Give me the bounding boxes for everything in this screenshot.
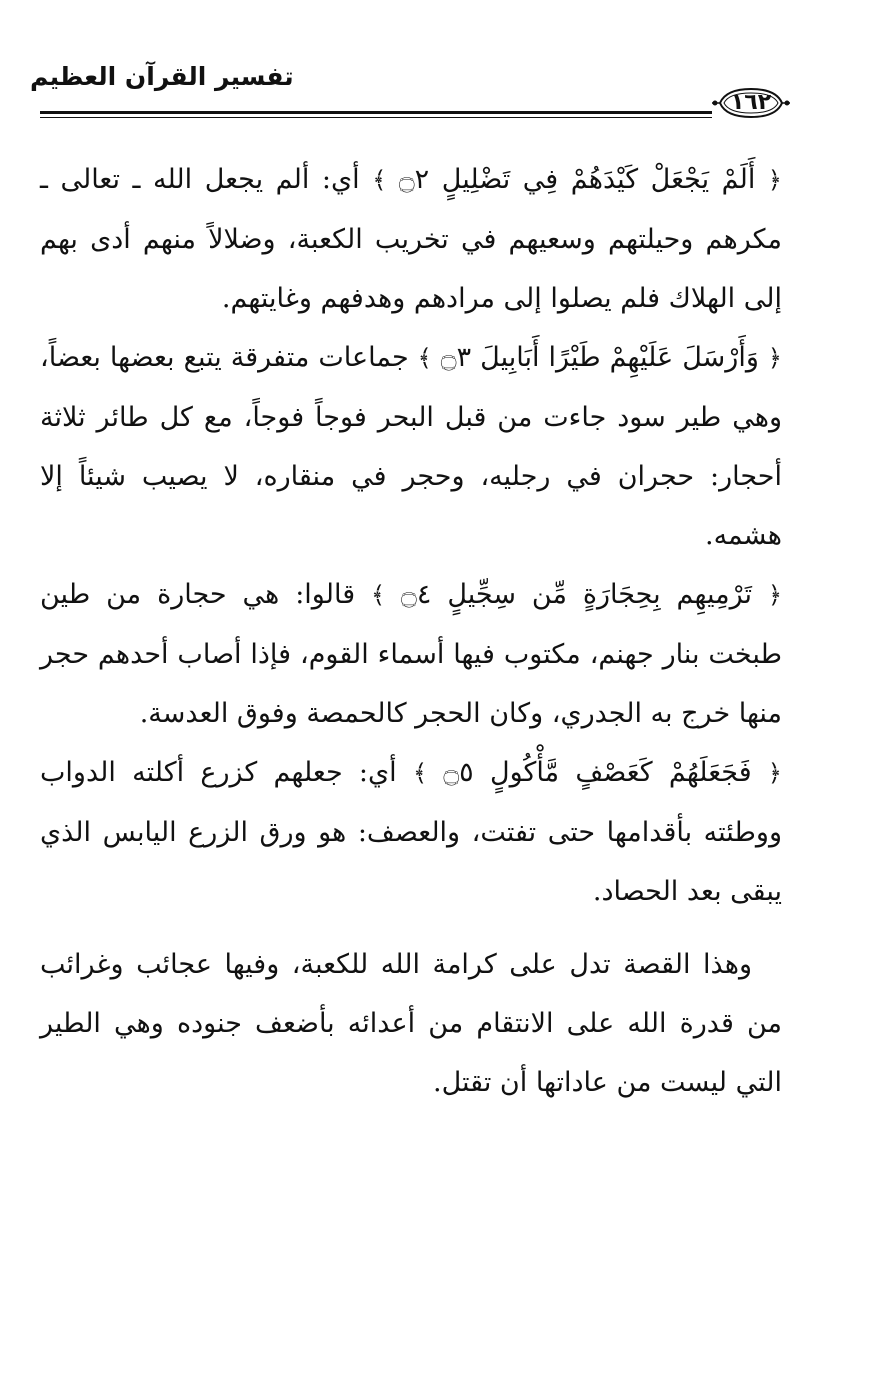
quran-close-bracket: ﴾	[417, 344, 432, 372]
closing-paragraph: وهذا القصة تدل على كرامة الله للكعبة، وفيها عجائب وغرائب من قدرة الله على الانتقام من أعدائه بأضعف جنوده وهي الطير التي ليست من عاداتها أن تقتل.	[40, 949, 782, 1098]
page-number-ornament	[712, 86, 790, 120]
tafsir-paragraph-1	[40, 150, 782, 328]
verse-number: ٤	[416, 579, 432, 610]
quran-open-bracket: ﴿	[767, 344, 782, 372]
quran-verse: وَأَرْسَلَ عَلَيْهِمْ طَيْرًا أَبَابِيلَ ۝	[440, 342, 759, 373]
quran-open-bracket: ﴿	[767, 759, 782, 787]
commentary-text: جماعات متفرقة يتبع بعضها بعضاً، وهي طير سود جاءت من قبل البحر فوجاً فوجاً، مع كل طائر ثلاثة أحجار: حجران في رجليه، وحجر في منقاره، لا يصيب شيئاً إلا هشمه.	[40, 342, 782, 551]
commentary-text: أي: جعلهم كزرع أكلته الدواب ووطئته بأقدامها حتى تفتت، والعصف: هو ورق الزرع اليابس الذي يبقى بعد الحصاد.	[40, 757, 782, 907]
page-number: ١٦٢	[730, 90, 772, 115]
verse-number: ٣	[456, 342, 472, 373]
commentary-text: أي: ألم يجعل الله ـ تعالى ـ مكرهم وحيلتهم وسعيهم في تخريب الكعبة، وضلالاً منهم أدى بهم إلى الهلاك فلم يصلوا إلى مرادهم وهدفهم وغايتهم.	[40, 164, 782, 314]
tafsir-paragraph-2	[40, 328, 782, 565]
quran-close-bracket: ﴾	[372, 166, 387, 194]
quran-open-bracket: ﴿	[767, 581, 782, 609]
commentary-text: قالوا: هي حجارة من طين طبخت بنار جهنم، مكتوب فيها أسماء القوم، فإذا أصاب أحدهم حجر منها خرج به الجدري، وكان الحجر كالحمصة وفوق العدسة.	[40, 579, 782, 729]
tafsir-paragraph-3	[40, 565, 782, 743]
quran-verse: فَجَعَلَهُمْ كَعَصْفٍ مَّأْكُولٍ ۝	[443, 757, 752, 788]
header-rule-thick	[40, 111, 712, 114]
quran-close-bracket: ﴾	[371, 581, 386, 609]
quran-verse: أَلَمْ يَجْعَلْ كَيْدَهُمْ فِي تَضْلِيلٍ ۝	[398, 164, 756, 195]
verse-number: ٥	[459, 757, 474, 788]
body-text	[40, 150, 782, 1112]
quran-verse: تَرْمِيهِم بِحِجَارَةٍ مِّن سِجِّيلٍ ۝	[401, 579, 752, 610]
verse-number: ٢	[414, 164, 430, 195]
quran-close-bracket: ﴾	[412, 759, 428, 787]
tafsir-paragraph-4	[40, 743, 782, 921]
running-title: تفسير القرآن العظيم	[30, 62, 294, 91]
quran-open-bracket: ﴿	[767, 166, 782, 194]
header-rule-thin	[40, 117, 712, 118]
